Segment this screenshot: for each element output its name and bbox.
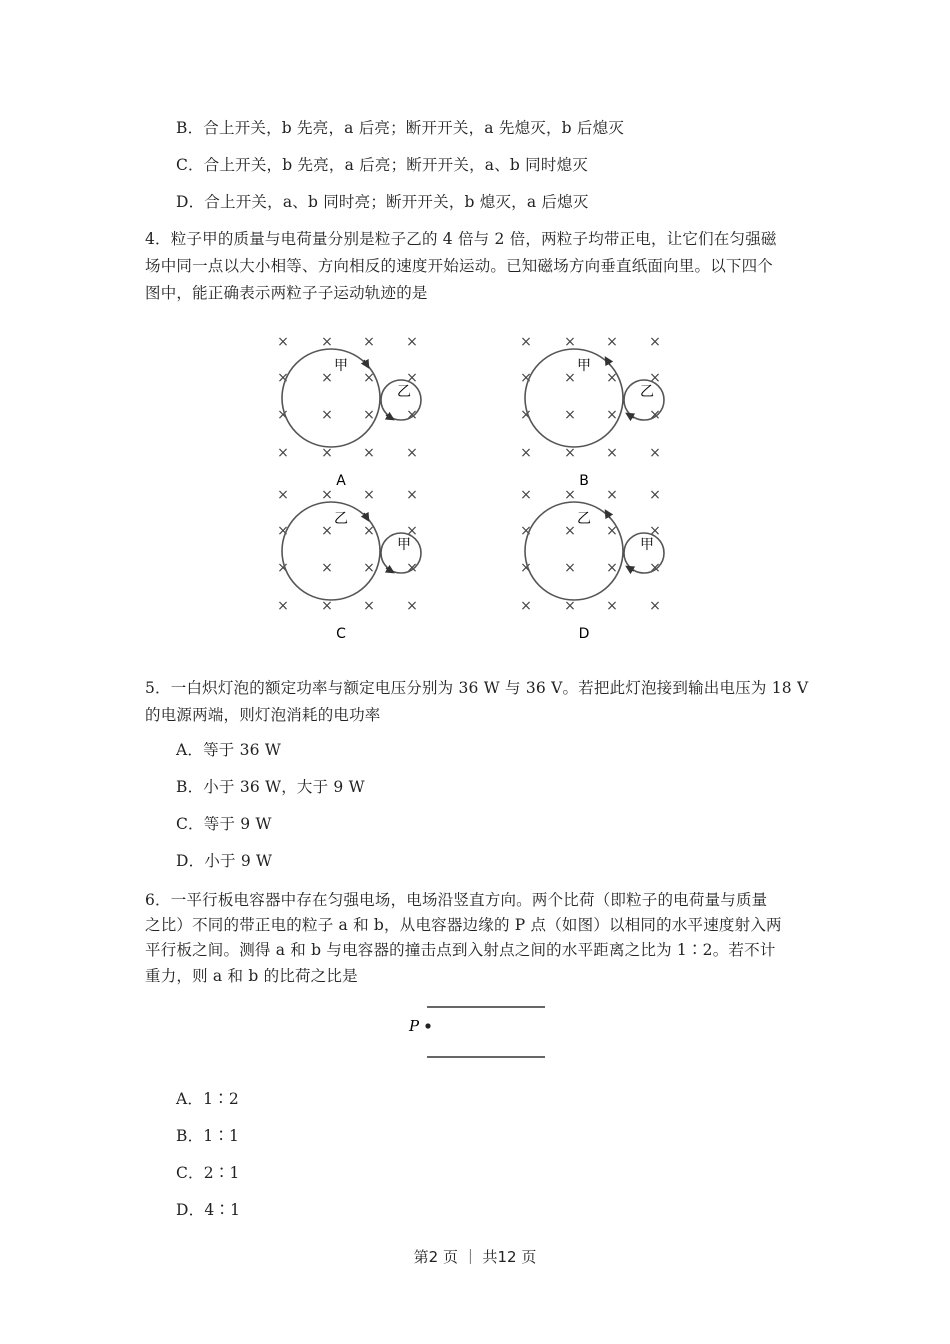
field-cross: × [520,370,532,386]
panel-d [520,487,664,642]
field-cross: × [277,370,289,386]
field-cross: × [321,407,333,423]
q5-option-b: B．小于 36 W，大于 9 W [176,778,365,796]
panel-label: D [578,626,590,642]
field-cross: × [606,407,618,423]
field-cross: × [649,370,661,386]
field-cross: × [406,598,418,614]
field-cross: × [564,370,576,386]
field-cross: × [321,560,333,576]
field-cross: × [406,523,418,539]
big-trajectory-circle [282,349,380,447]
q6-option-c: C．2∶1 [176,1164,240,1182]
field-cross: × [321,487,333,503]
q6-option-d: D．4∶1 [176,1201,241,1219]
field-cross: × [363,523,375,539]
field-cross: × [277,487,289,503]
capacitor-figure [400,995,560,1065]
page-footer: 第2 页 ｜ 共12 页 [413,1248,537,1266]
field-cross: × [363,445,375,461]
field-cross: × [606,560,618,576]
field-cross: × [406,407,418,423]
field-cross: × [406,445,418,461]
panel-label: B [579,473,589,489]
q6-option-b: B．1∶1 [176,1127,240,1145]
q5-option-a: A．等于 36 W [176,741,282,759]
field-cross: × [649,445,661,461]
q5-stem-line-2: 的电源两端，则灯泡消耗的电功率 [145,706,381,724]
field-cross: × [321,598,333,614]
point-p-label: P [409,1017,420,1035]
big-trajectory-circle [282,502,380,600]
field-cross: × [564,487,576,503]
panel-a [277,334,421,489]
q4-stem-line-1: 4．粒子甲的质量与电荷量分别是粒子乙的 4 倍与 2 倍，两粒子均带正电，让它们在匀强磁 [145,230,777,248]
field-cross: × [520,445,532,461]
small-particle-label: 乙 [640,384,654,400]
field-cross: × [606,334,618,350]
q6-stem-line-2: 之比）不同的带正电的粒子 a 和 b，从电容器边缘的 P 点（如图）以相同的水平速度射入两 [145,916,782,934]
field-cross: × [363,407,375,423]
entry-point-dot [425,1023,430,1028]
field-cross: × [564,523,576,539]
field-cross: × [406,334,418,350]
big-particle-label: 乙 [577,511,591,527]
field-cross: × [406,370,418,386]
panel-b [520,334,664,489]
field-cross: × [277,334,289,350]
field-cross: × [321,523,333,539]
field-cross: × [564,560,576,576]
q5-option-d: D．小于 9 W [176,852,273,870]
field-cross: × [564,445,576,461]
small-particle-label: 乙 [397,384,411,400]
field-cross: × [520,487,532,503]
big-particle-label: 甲 [334,358,348,374]
field-cross: × [606,445,618,461]
field-cross: × [363,487,375,503]
field-cross: × [649,560,661,576]
field-cross: × [321,334,333,350]
field-cross: × [277,407,289,423]
field-cross: × [363,560,375,576]
q3-option-d: D．合上开关，a、b 同时亮；断开开关，b 熄灭，a 后熄灭 [176,193,589,211]
big-trajectory-circle [525,349,623,447]
q4-trajectory-figure [260,325,700,655]
field-cross: × [277,445,289,461]
panel-c [277,487,421,642]
field-cross: × [520,523,532,539]
panel-label: A [336,473,346,489]
field-cross: × [363,334,375,350]
field-cross: × [564,407,576,423]
field-cross: × [277,523,289,539]
field-cross: × [406,487,418,503]
field-cross: × [321,445,333,461]
field-cross: × [406,560,418,576]
panel-label: C [336,626,346,642]
small-particle-label: 甲 [640,537,654,553]
field-cross: × [649,487,661,503]
field-cross: × [520,407,532,423]
field-cross: × [649,598,661,614]
field-cross: × [649,334,661,350]
field-cross: × [277,560,289,576]
big-particle-label: 乙 [334,511,348,527]
q6-stem-line-3: 平行板之间。测得 a 和 b 与电容器的撞击点到入射点之间的水平距离之比为 1∶2。若不计 [145,941,776,959]
q6-stem-line-1: 6．一平行板电容器中存在匀强电场，电场沿竖直方向。两个比荷（即粒子的电荷量与质量 [145,891,768,909]
field-cross: × [363,598,375,614]
field-cross: × [649,407,661,423]
small-particle-label: 甲 [397,537,411,553]
q6-stem-line-4: 重力，则 a 和 b 的比荷之比是 [145,967,358,985]
q3-option-b: B．合上开关，b 先亮，a 后亮；断开开关，a 先熄灭，b 后熄灭 [176,119,625,137]
field-cross: × [520,598,532,614]
q6-option-a: A．1∶2 [176,1090,239,1108]
q4-stem-line-3: 图中，能正确表示两粒子子运动轨迹的是 [145,284,428,302]
q5-stem-line-1: 5．一白炽灯泡的额定功率与额定电压分别为 36 W 与 36 V。若把此灯泡接到输出电压为 18 V [145,679,809,697]
field-cross: × [564,598,576,614]
field-cross: × [520,334,532,350]
field-cross: × [649,523,661,539]
field-cross: × [606,370,618,386]
field-cross: × [606,598,618,614]
q3-option-c: C．合上开关，b 先亮，a 后亮；断开开关，a、b 同时熄灭 [176,156,588,174]
field-cross: × [564,334,576,350]
q4-stem-line-2: 场中同一点以大小相等、方向相反的速度开始运动。已知磁场方向垂直纸面向里。以下四个 [145,257,774,275]
field-cross: × [321,370,333,386]
field-cross: × [520,560,532,576]
field-cross: × [277,598,289,614]
field-cross: × [606,487,618,503]
field-cross: × [363,370,375,386]
field-cross: × [606,523,618,539]
big-particle-label: 甲 [577,358,591,374]
q5-option-c: C．等于 9 W [176,815,272,833]
big-trajectory-circle [525,502,623,600]
